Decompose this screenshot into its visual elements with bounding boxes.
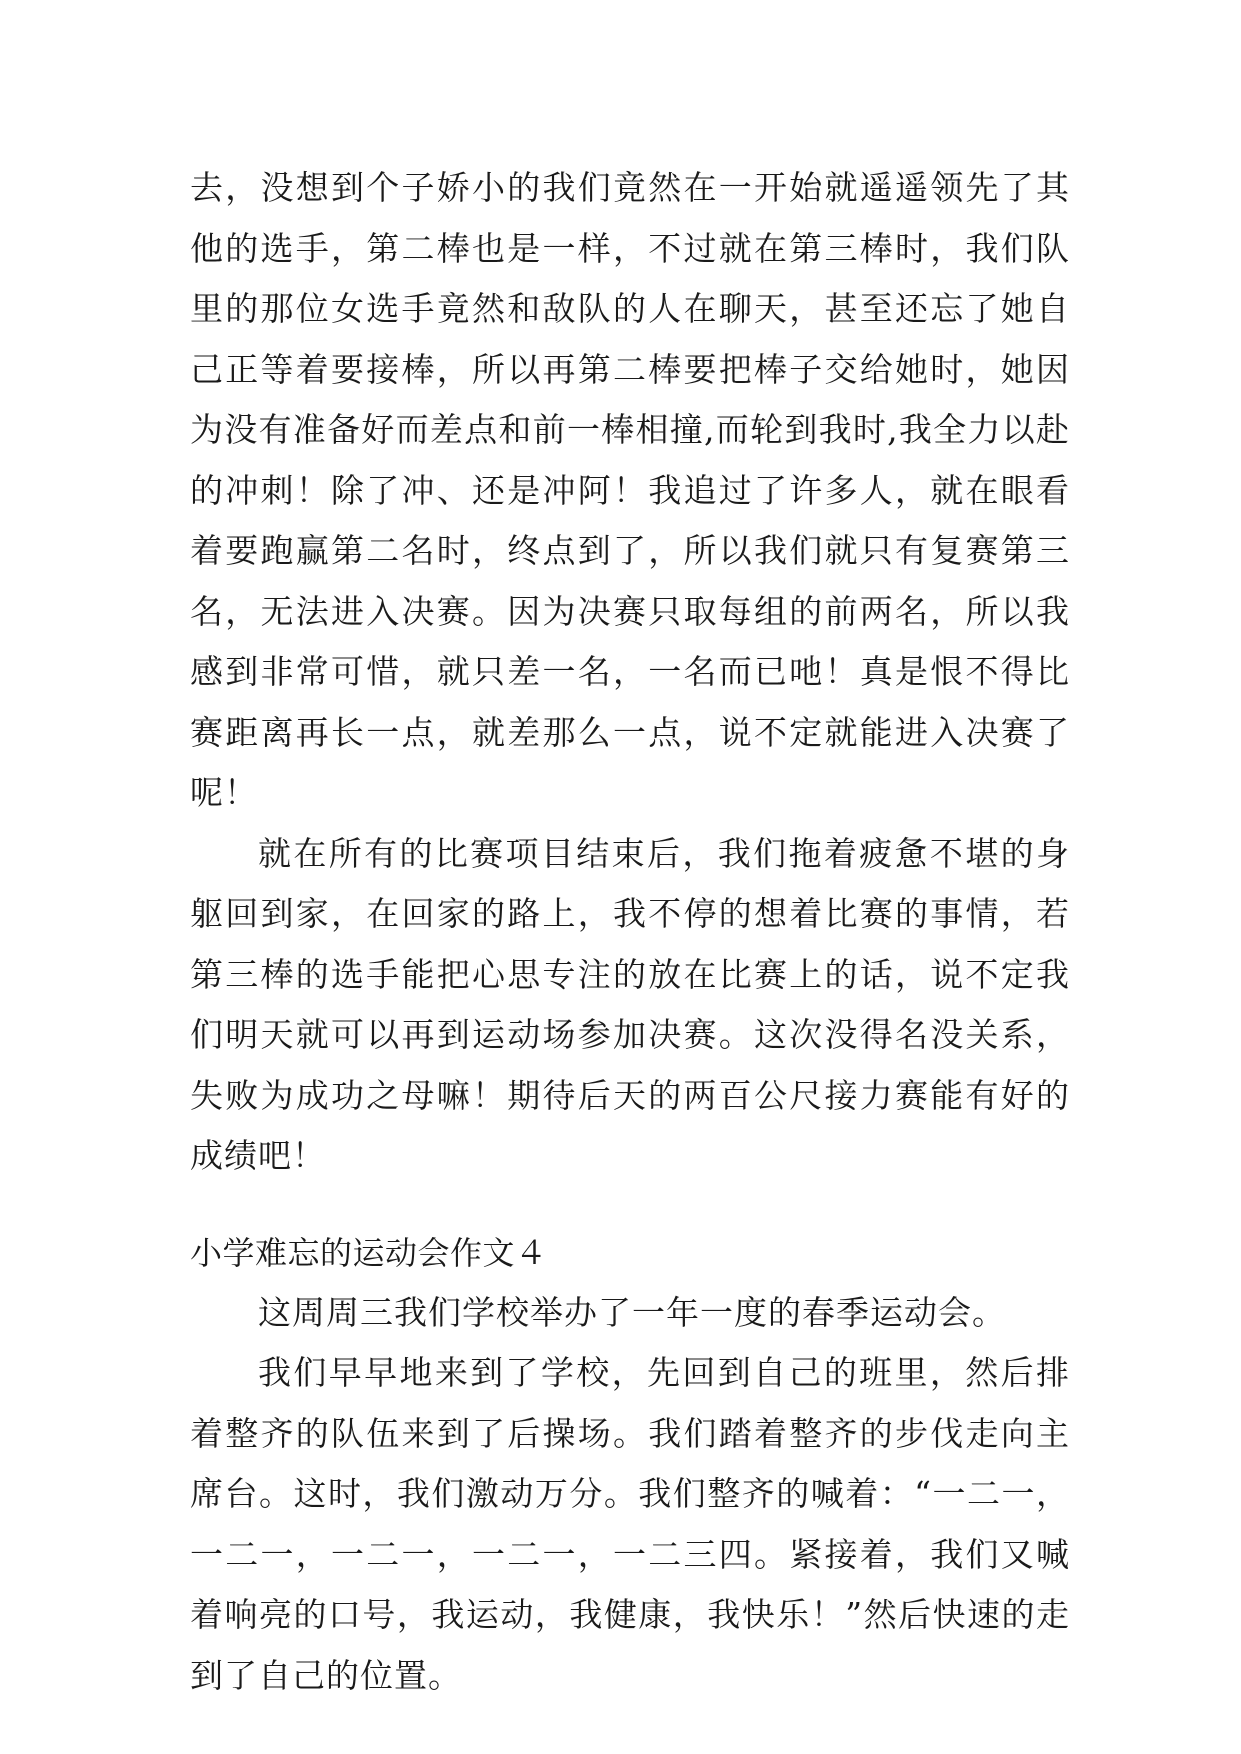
paragraph-after-race: 就在所有的比赛项目结束后，我们拖着疲惫不堪的身躯回到家，在回家的路上，我不停的想着比赛的事情，若第三棒的选手能把心思专注的放在比赛上的话，说不定我们明天就可以再到运动场参加决赛。这次没得名没关系，失败为成功之母嘛！期待后天的两百公尺接力赛能有好的成绩吧！ [190,833,1070,1175]
paragraph-relay-race: 去，没想到个子娇小的我们竟然在一开始就遥遥领先了其他的选手，第二棒也是一样，不过就在第三棒时，我们队里的那位女选手竟然和敌队的人在聊天，甚至还忘了她自己正等着要接棒，所以再第二棒要把棒子交给她时，她因为没有准备好而差点和前一棒相撞,而轮到我时,我全力以赴的冲刺！除了冲、还是冲阿！我追过了许多人，就在眼看着要跑赢第二名时，终点到了，所以我们就只有复赛第三名，无法进入决赛。因为决赛只取每组的前两名，所以我感到非常可惜，就只差一名，一名而已吔！真是恨不得比赛距离再长一点，就差那么一点，说不定就能进入决赛了呢！ [190,168,1070,812]
paragraph-spring-meet: 这周周三我们学校举办了一年一度的春季运动会。 [258,1292,1006,1332]
section-title: 小学难忘的运动会作文４ [190,1233,548,1272]
document-page [190,158,1070,1706]
paragraph-march-in: 我们早早地来到了学校，先回到自己的班里，然后排着整齐的队伍来到了后操场。我们踏着整齐的步伐走向主席台。这时，我们激动万分。我们整齐的喊着：“一二一，一二一，一二一，一二一，一二三四。紧接着，我们又喊着响亮的口号，我运动，我健康，我快乐！”然后快速的走到了自己的位置。 [190,1353,1070,1695]
